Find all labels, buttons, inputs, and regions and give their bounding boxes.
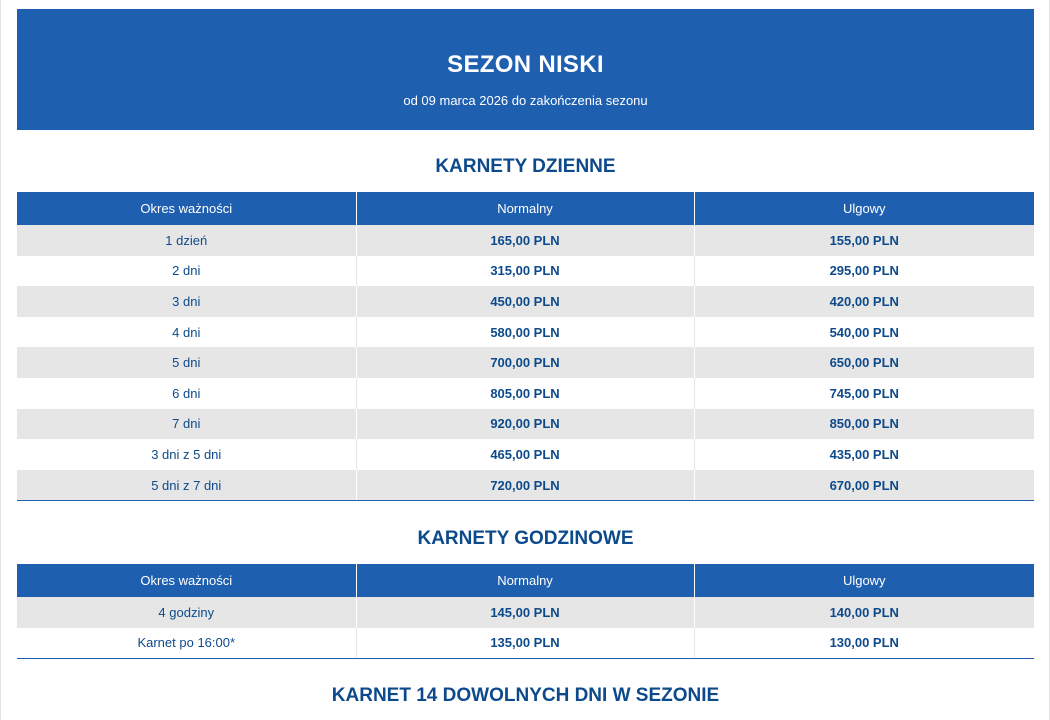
period-cell: 7 dni bbox=[17, 409, 356, 440]
season-banner bbox=[17, 9, 1034, 130]
reduced-price-cell: 650,00 PLN bbox=[694, 347, 1034, 378]
reduced-price-cell: 850,00 PLN bbox=[694, 409, 1034, 440]
table-row bbox=[17, 225, 1034, 256]
reduced-price-cell: 420,00 PLN bbox=[694, 286, 1034, 317]
normal-price-cell: 805,00 PLN bbox=[356, 378, 694, 409]
reduced-price-cell: 130,00 PLN bbox=[694, 628, 1034, 659]
column-header-reduced: Ulgowy bbox=[694, 564, 1034, 597]
normal-price-cell: 135,00 PLN bbox=[356, 628, 694, 659]
reduced-price-cell: 435,00 PLN bbox=[694, 439, 1034, 470]
column-header-period: Okres ważności bbox=[17, 564, 356, 597]
normal-price-cell: 700,00 PLN bbox=[356, 347, 694, 378]
table-row bbox=[17, 286, 1034, 317]
normal-price-cell: 920,00 PLN bbox=[356, 409, 694, 440]
column-header-normal: Normalny bbox=[356, 564, 694, 597]
table-row bbox=[17, 628, 1034, 659]
reduced-price-cell: 540,00 PLN bbox=[694, 317, 1034, 348]
period-cell: 6 dni bbox=[17, 378, 356, 409]
table-row bbox=[17, 597, 1034, 628]
normal-price-cell: 145,00 PLN bbox=[356, 597, 694, 628]
table-row bbox=[17, 378, 1034, 409]
table-row bbox=[17, 439, 1034, 470]
daily-passes-table bbox=[17, 192, 1034, 501]
normal-price-cell: 315,00 PLN bbox=[356, 256, 694, 287]
period-cell: 4 godziny bbox=[17, 597, 356, 628]
column-header-period: Okres ważności bbox=[17, 192, 356, 225]
season-title: SEZON NISKI bbox=[447, 51, 604, 78]
table-header-row bbox=[17, 192, 1034, 225]
reduced-price-cell: 295,00 PLN bbox=[694, 256, 1034, 287]
table-row bbox=[17, 470, 1034, 501]
normal-price-cell: 165,00 PLN bbox=[356, 225, 694, 256]
reduced-price-cell: 670,00 PLN bbox=[694, 470, 1034, 501]
table-header-row bbox=[17, 564, 1034, 597]
table-row bbox=[17, 317, 1034, 348]
section-title-14-days-pass: KARNET 14 DOWOLNYCH DNI W SEZONIE bbox=[331, 685, 720, 706]
period-cell: 4 dni bbox=[17, 317, 356, 348]
table-row bbox=[17, 256, 1034, 287]
period-cell: 5 dni bbox=[17, 347, 356, 378]
column-header-normal: Normalny bbox=[356, 192, 694, 225]
reduced-price-cell: 140,00 PLN bbox=[694, 597, 1034, 628]
normal-price-cell: 450,00 PLN bbox=[356, 286, 694, 317]
normal-price-cell: 720,00 PLN bbox=[356, 470, 694, 501]
period-cell: 5 dni z 7 dni bbox=[17, 470, 356, 501]
section-title-daily-passes: KARNETY DZIENNE bbox=[435, 156, 616, 177]
section-title-hourly-passes: KARNETY GODZINOWE bbox=[417, 528, 634, 549]
table-row bbox=[17, 409, 1034, 440]
period-cell: 1 dzień bbox=[17, 225, 356, 256]
period-cell: Karnet po 16:00* bbox=[17, 628, 356, 659]
reduced-price-cell: 155,00 PLN bbox=[694, 225, 1034, 256]
season-date-range: od 09 marca 2026 do zakończenia sezonu bbox=[403, 93, 648, 108]
table-row bbox=[17, 347, 1034, 378]
normal-price-cell: 465,00 PLN bbox=[356, 439, 694, 470]
period-cell: 3 dni z 5 dni bbox=[17, 439, 356, 470]
hourly-passes-table bbox=[17, 564, 1034, 659]
period-cell: 2 dni bbox=[17, 256, 356, 287]
period-cell: 3 dni bbox=[17, 286, 356, 317]
normal-price-cell: 580,00 PLN bbox=[356, 317, 694, 348]
column-header-reduced: Ulgowy bbox=[694, 192, 1034, 225]
reduced-price-cell: 745,00 PLN bbox=[694, 378, 1034, 409]
